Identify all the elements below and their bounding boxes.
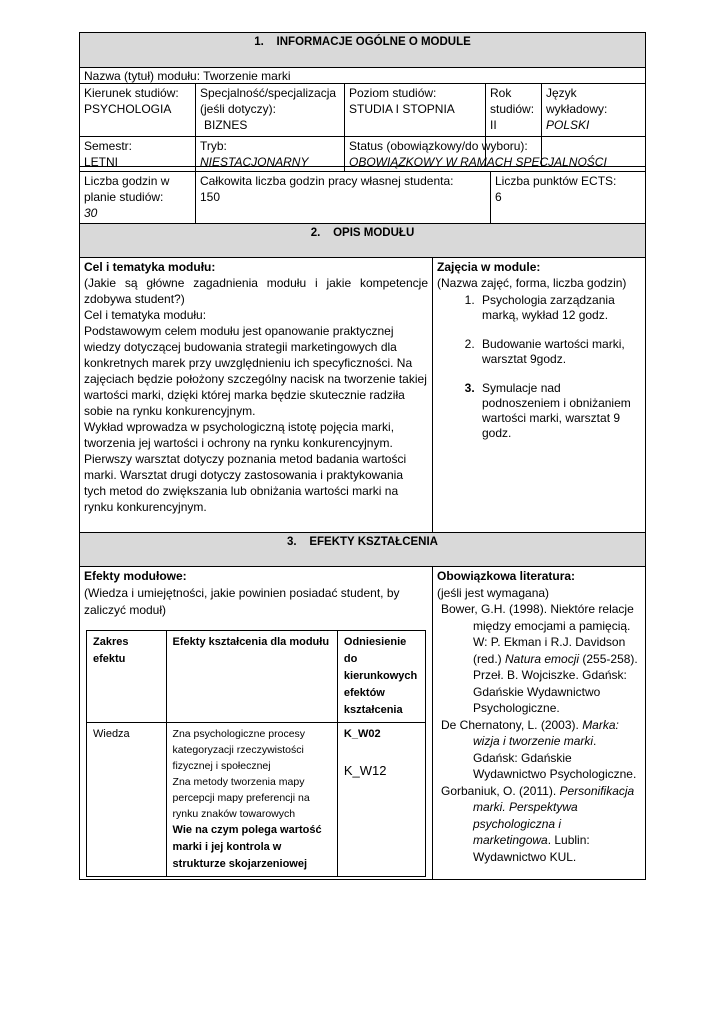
specjalnosc-value: BIZNES	[204, 118, 248, 132]
efekty-sub: (Wiedza i umiejętności, jakie powinien posiadać student, by zaliczyć moduł)	[84, 586, 400, 617]
semestr-label: Semestr:	[84, 139, 133, 153]
semestr-value: LETNI	[84, 155, 119, 169]
module-name: Nazwa (tytuł) modułu: Tworzenie marki	[79, 67, 646, 84]
literatura-sub: (jeśli jest wymagana)	[437, 585, 550, 600]
lit-item: Gorbaniuk, O. (2011). Personifikacja marki. Perspektywa psychologiczna i marketingowa. Lublin: Wydawnictwo KUL.	[441, 783, 635, 864]
ref-kw12: K_W12	[343, 763, 387, 778]
zajecia-item: 3. Symulacje nad podnoszeniem i obniżaniem wartości marki, warsztat 9 godz.	[478, 381, 641, 441]
section-1-header: 1. INFORMACJE OGÓLNE O MODULE	[79, 32, 646, 68]
efekt-2: Zna metody tworzenia mapy percepcji mapy preferencji na rynku znaków towarowych	[172, 776, 310, 820]
rok-value: II	[490, 118, 497, 132]
status-cell	[344, 136, 646, 172]
efekty-table-header	[87, 631, 426, 723]
lit-item: Bower, G.H. (1998). Niektóre relacje między emocjami a pamięcią. W: P. Ekman i R.J. Davidson (red.) Natura emocji (255-258). Przeł. B. Wojciszke. Gdańsk: Gdańskie Wydawnictwo Psychologiczne.	[441, 602, 638, 715]
ref-kw02: K_W02	[343, 728, 381, 740]
zajecia-sub: (Nazwa zajęć, forma, liczba godzin)	[437, 276, 627, 290]
godziny-cell	[79, 171, 196, 224]
kierunek-value: PSYCHOLOGIA	[84, 102, 172, 116]
tryb-value: NIESTACJONARNY	[200, 155, 309, 169]
zakres-wiedza: Wiedza	[87, 723, 167, 877]
praca-cell	[195, 171, 491, 224]
efekty-table	[86, 630, 426, 877]
cel-label: Cel i tematyka modułu:	[84, 308, 207, 322]
poziom-label: Poziom studiów:	[349, 86, 437, 100]
efekty-list	[166, 723, 337, 877]
header-odniesienie: Odniesienie do kierunkowych efektów kształcenia	[337, 631, 425, 723]
cel-heading: Cel i tematyka modułu:	[84, 260, 216, 274]
section-3-header: 3. EFEKTY KSZTAŁCENIA	[79, 532, 646, 567]
status-value: OBOWIĄZKOWY W RAMACH SPECJALNOŚCI	[349, 155, 607, 169]
kierunek-label: Kierunek studiów:	[84, 86, 179, 100]
praca-value: 150	[200, 190, 221, 204]
semestr-cell	[79, 136, 196, 172]
specjalnosc-label: Specjalność/specjalizacja (jeśli dotyczy):	[200, 86, 337, 116]
tryb-cell	[195, 136, 345, 172]
literatura-heading: Obowiązkowa literatura:	[437, 569, 576, 583]
tryb-label: Tryb:	[200, 139, 227, 153]
module-sheet	[79, 32, 646, 880]
cel-text-2: Wykład wprowadza w psychologiczną istotę pojęcia marki, tworzenia jej wartości i ochrony na rynku konkurencyjnym. Pierwszy warsztat dotyczy poznania metod badania wartości marki. Warsztat drugi dotyczy zastosowania i praktykowania tych metod do zwiększania lub obniżania wartości marki na rynku konkurencyjnym.	[84, 420, 407, 514]
zajecia-item: 2. Budowanie wartości marki, warsztat 9godz.	[478, 337, 641, 367]
lit-item: De Chernatony, L. (2003). Marka: wizja i tworzenie marki. Gdańsk: Gdańskie Wydawnictwo Psychologiczne.	[441, 717, 637, 781]
cel-text: Podstawowym celem modułu jest opanowanie praktycznej wiedzy dotyczącej budowania strategii marketingowych dla konkretnych marek przy uwzględnieniu ich specyficzności. Na zajęciach będzie położony szczególny nacisk na tworzenie takiej wartości marki, dzięki której marka będzie skutecznie radziła sobie na rynku konkurencyjnym.	[84, 324, 427, 418]
ects-label: Liczba punktów ECTS:	[495, 174, 617, 188]
poziom-value: STUDIA I STOPNIA	[349, 102, 455, 116]
efekt-1: Zna psychologiczne procesy kategoryzacji rzeczywistości fizycznej i społecznej	[172, 728, 306, 772]
cel-question: (Jakie są główne zagadnienia modułu i jakie kompetencje zdobywa student?)	[84, 276, 428, 306]
praca-label: Całkowita liczba godzin pracy własnej studenta:	[200, 174, 454, 188]
section-2-header: 2. OPIS MODUŁU	[79, 223, 646, 258]
efekt-3: Wie na czym polega wartość marki i jej kontrola w strukturze skojarzeniowej	[172, 824, 322, 870]
jezyk-value: POLSKI	[546, 118, 590, 132]
jezyk-label: Język wykładowy:	[546, 86, 608, 116]
rok-label: Rok studiów:	[490, 86, 535, 116]
zajecia-item: 1. Psychologia zarządzania marką, wykład 12 godz.	[478, 293, 641, 323]
status-label: Status (obowiązkowy/do wyboru):	[349, 139, 528, 153]
zajecia-heading: Zajęcia w module:	[437, 260, 541, 274]
ects-value: 6	[495, 190, 502, 204]
header-zakres: Zakres efektu	[87, 631, 167, 723]
cel-cell	[79, 257, 433, 533]
zajecia-list	[437, 293, 641, 441]
odniesienie-list	[337, 723, 425, 877]
godziny-label: Liczba godzin w planie studiów:	[84, 174, 170, 204]
efekty-heading: Efekty modułowe:	[84, 569, 187, 583]
godziny-value: 30	[84, 206, 98, 220]
header-efekty: Efekty kształcenia dla modułu	[166, 631, 337, 723]
zajecia-cell	[432, 257, 646, 533]
literatura-cell	[432, 566, 646, 880]
table-row	[87, 723, 426, 877]
ects-cell	[490, 171, 646, 224]
